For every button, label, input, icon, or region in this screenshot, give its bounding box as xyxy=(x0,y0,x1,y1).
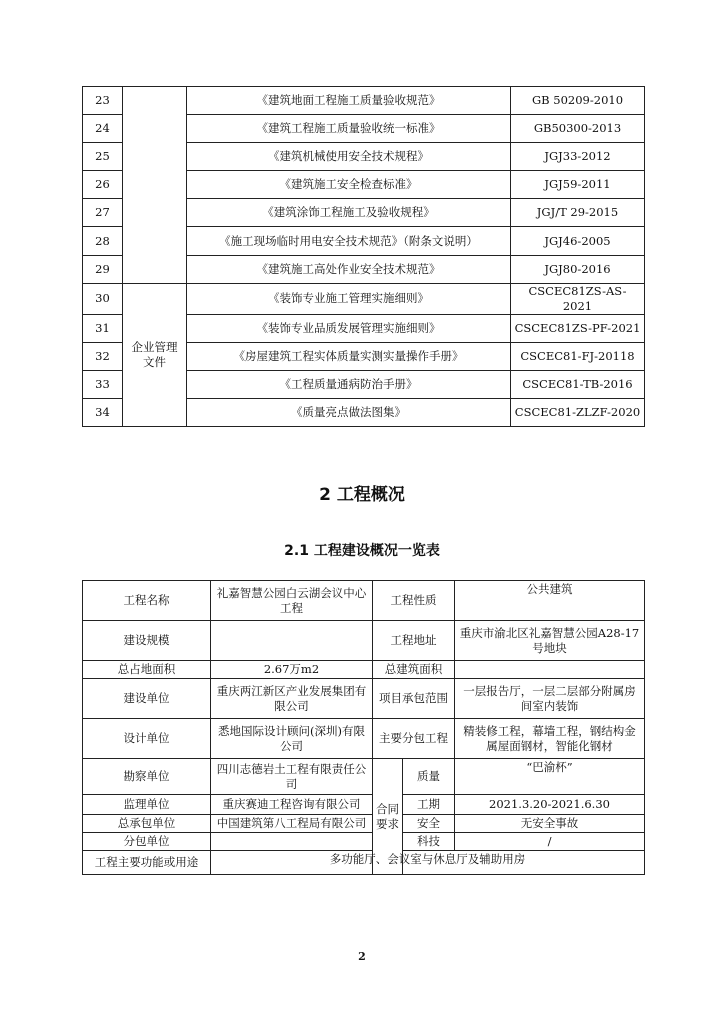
table-row xyxy=(83,621,645,661)
row-number: 25 xyxy=(83,143,123,171)
standard-name: 《建筑涂饰工程施工及验收规程》 xyxy=(187,199,511,227)
standard-name: 《质量亮点做法图集》 xyxy=(187,398,511,426)
standard-code: JGJ33-2012 xyxy=(511,143,645,171)
table-row xyxy=(83,815,645,833)
row-number: 30 xyxy=(83,283,123,314)
address-label: 工程地址 xyxy=(373,621,455,661)
table-row xyxy=(83,581,645,621)
row-number: 27 xyxy=(83,199,123,227)
table-row xyxy=(83,679,645,719)
row-number: 26 xyxy=(83,171,123,199)
scale-value xyxy=(211,621,373,661)
standard-name: 《建筑施工安全检查标准》 xyxy=(187,171,511,199)
section-heading: 2 工程概况 xyxy=(319,485,405,505)
general-contractor-label: 总承包单位 xyxy=(83,815,211,833)
tech-label: 科技 xyxy=(403,833,455,851)
designer-label: 设计单位 xyxy=(83,719,211,759)
owner-value: 重庆两江新区产业发展集团有限公司 xyxy=(211,679,373,719)
address-value: 重庆市渝北区礼嘉智慧公园A28-17号地块 xyxy=(455,621,645,661)
table-row xyxy=(83,795,645,815)
standard-code: CSCEC81-FJ-20118 xyxy=(511,342,645,370)
sub-works-value: 精装修工程，幕墙工程，钢结构金属屋面钢材，智能化钢材 xyxy=(455,719,645,759)
row-number: 23 xyxy=(83,87,123,115)
row-number: 24 xyxy=(83,115,123,143)
owner-label: 建设单位 xyxy=(83,679,211,719)
project-info-table xyxy=(82,580,645,875)
land-area-value: 2.67万m2 xyxy=(211,661,373,679)
subsection-heading: 2.1 工程建设概况一览表 xyxy=(284,543,440,559)
sub-unit-label: 分包单位 xyxy=(83,833,211,851)
row-number: 33 xyxy=(83,370,123,398)
quality-label: 质量 xyxy=(403,759,455,795)
general-contractor-value: 中国建筑第八工程局有限公司 xyxy=(211,815,373,833)
project-nature-label: 工程性质 xyxy=(373,581,455,621)
scale-label: 建设规模 xyxy=(83,621,211,661)
table-row xyxy=(83,87,645,115)
tech-value: / xyxy=(455,833,645,851)
period-label: 工期 xyxy=(403,795,455,815)
standard-code: JGJ80-2016 xyxy=(511,255,645,283)
table-row xyxy=(83,661,645,679)
safety-label: 安全 xyxy=(403,815,455,833)
standard-name: 《建筑施工高处作业安全技术规范》 xyxy=(187,255,511,283)
standard-name: 《工程质量通病防治手册》 xyxy=(187,370,511,398)
sub-works-label: 主要分包工程 xyxy=(373,719,455,759)
contract-label: 合同要求 xyxy=(373,759,403,875)
standard-name: 《装饰专业品质发展管理实施细则》 xyxy=(187,314,511,342)
table-row xyxy=(83,833,645,851)
standard-code: CSCEC81-ZLZF-2020 xyxy=(511,398,645,426)
row-number: 31 xyxy=(83,314,123,342)
standard-name: 《房屋建筑工程实体质量实测实量操作手册》 xyxy=(187,342,511,370)
survey-value: 四川志德岩土工程有限责任公司 xyxy=(211,759,373,795)
row-number: 34 xyxy=(83,398,123,426)
building-area-value xyxy=(455,661,645,679)
supervisor-value: 重庆赛迪工程咨询有限公司 xyxy=(211,795,373,815)
function-label: 工程主要功能或用途 xyxy=(83,851,211,875)
land-area-label: 总占地面积 xyxy=(83,661,211,679)
designer-value: 悉地国际设计顾问(深圳)有限公司 xyxy=(211,719,373,759)
row-number: 28 xyxy=(83,227,123,255)
standard-code: CSCEC81ZS-PF-2021 xyxy=(511,314,645,342)
survey-label: 勘察单位 xyxy=(83,759,211,795)
standard-name: 《施工现场临时用电安全技术规范》（附条文说明） xyxy=(187,227,511,255)
row-number: 32 xyxy=(83,342,123,370)
safety-value: 无安全事故 xyxy=(455,815,645,833)
page-number: 2 xyxy=(358,950,366,963)
period-value: 2021.3.20-2021.6.30 xyxy=(455,795,645,815)
project-name-value: 礼嘉智慧公园白云湖会议中心工程 xyxy=(211,581,373,621)
standards-table xyxy=(82,86,645,427)
table-row xyxy=(83,851,645,875)
function-value: 多功能厅、会议室与休息厅及辅助用房 xyxy=(211,851,645,875)
group-cell-enterprise: 企业管理文件 xyxy=(123,283,187,426)
table-row xyxy=(83,283,645,314)
standard-code: GB 50209-2010 xyxy=(511,87,645,115)
quality-value: “巴渝杯” xyxy=(455,759,645,795)
project-nature-value: 公共建筑 xyxy=(455,581,645,621)
table-row xyxy=(83,719,645,759)
standard-code: JGJ/T 29-2015 xyxy=(511,199,645,227)
standard-name: 《装饰专业施工管理实施细则》 xyxy=(187,283,511,314)
table-row xyxy=(83,759,645,795)
group-cell-empty xyxy=(123,87,187,284)
scope-label: 项目承包范围 xyxy=(373,679,455,719)
standard-name: 《建筑机械使用安全技术规程》 xyxy=(187,143,511,171)
scope-value: 一层报告厅，一层二层部分附属房间室内装饰 xyxy=(455,679,645,719)
standard-code: CSCEC81-TB-2016 xyxy=(511,370,645,398)
supervisor-label: 监理单位 xyxy=(83,795,211,815)
standard-name: 《建筑地面工程施工质量验收规范》 xyxy=(187,87,511,115)
standard-code: CSCEC81ZS-AS-2021 xyxy=(511,283,645,314)
standard-code: JGJ46-2005 xyxy=(511,227,645,255)
sub-unit-value xyxy=(211,833,373,851)
building-area-label: 总建筑面积 xyxy=(373,661,455,679)
standard-code: JGJ59-2011 xyxy=(511,171,645,199)
row-number: 29 xyxy=(83,255,123,283)
project-name-label: 工程名称 xyxy=(83,581,211,621)
standard-code: GB50300-2013 xyxy=(511,115,645,143)
standard-name: 《建筑工程施工质量验收统一标准》 xyxy=(187,115,511,143)
